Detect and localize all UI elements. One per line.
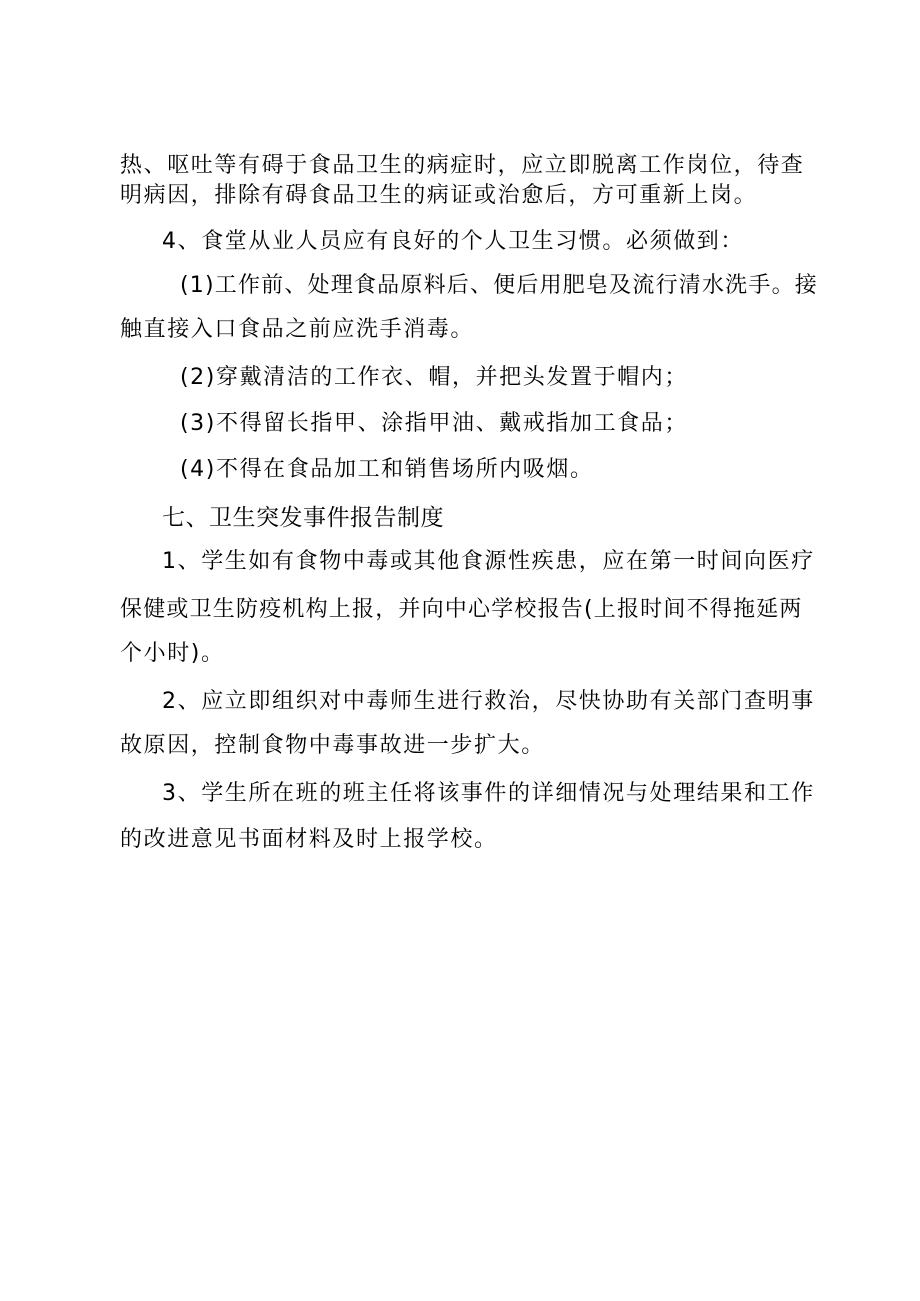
item-4-sub-1-line-2: 触直接入口食品之前应洗手消毒。 — [120, 317, 475, 342]
section-7-item-1-line-1: 1、学生如有食物中毒或其他食源性疾患，应在第一时间向医疗 — [162, 549, 815, 574]
section-7-item-3-line-1: 3、学生所在班的班主任将该事件的详细情况与处理结果和工作 — [162, 781, 815, 806]
paragraph-3-continued-line-2: 明病因，排除有碍食品卫生的病证或治愈后，方可重新上岗。 — [120, 183, 758, 208]
item-4-sub-3: (3)不得留长指甲、涂指甲油、戴戒指加工食品； — [180, 411, 688, 436]
section-7-item-2-line-1: 2、应立即组织对中毒师生进行救治，尽快协助有关部门查明事 — [162, 689, 815, 714]
section-7-item-2-line-2: 故原因，控制食物中毒事故进一步扩大。 — [120, 733, 545, 758]
item-4-sub-4: (4)不得在食品加工和销售场所内吸烟。 — [180, 457, 594, 482]
section-7-item-1-line-3: 个小时)。 — [120, 641, 225, 666]
section-7-item-1-line-2: 保健或卫生防疫机构上报，并向中心学校报告(上报时间不得拖延两 — [120, 597, 803, 622]
item-4-sub-1-line-1: (1)工作前、处理食品原料后、便后用肥皂及流行清水洗手。接 — [180, 273, 818, 298]
paragraph-3-continued-line-1: 热、呕吐等有碍于食品卫生的病症时，应立即脱离工作岗位，待查 — [120, 153, 805, 178]
item-4-sub-2: (2)穿戴清洁的工作衣、帽，并把头发置于帽内； — [180, 365, 688, 390]
section-7-heading: 七、卫生突发事件报告制度 — [162, 505, 444, 531]
section-7-item-3-line-2: 的改进意见书面材料及时上报学校。 — [120, 827, 498, 852]
item-4-heading: 4、食堂从业人员应有良好的个人卫生习惯。必须做到： — [162, 229, 744, 254]
